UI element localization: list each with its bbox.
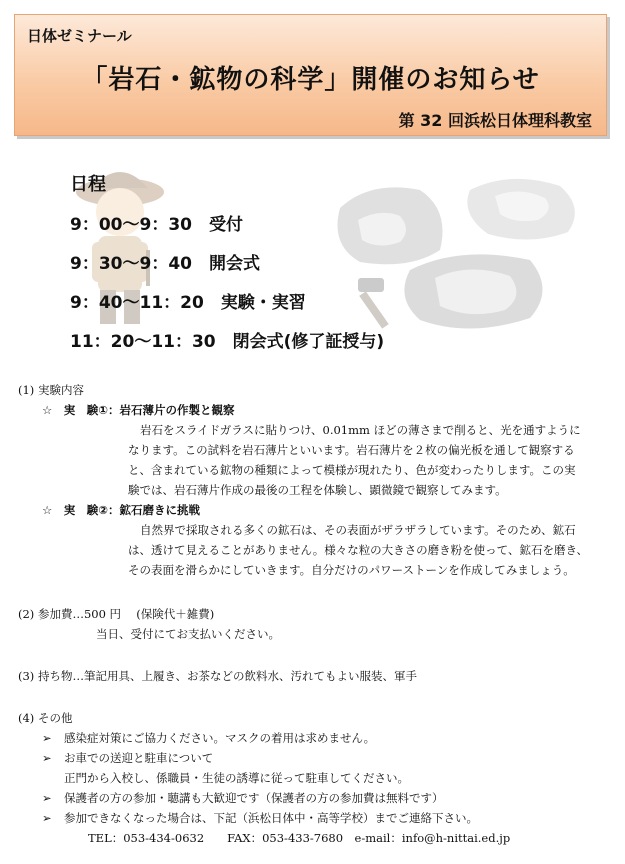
section-belongings	[18, 666, 417, 686]
experiment-1-label: ☆ 実 験①：岩石薄片の作製と観察	[42, 403, 235, 417]
list-item-text: 保護者の方の参加・聴講も大歓迎です（保護者の方の参加費は無料です）	[64, 791, 444, 805]
series-name: 日体ゼミナール	[27, 27, 132, 45]
experiment-1-heading	[18, 400, 625, 420]
list-item-text: お車での送迎と駐車について	[64, 751, 214, 765]
list-item-text: 参加できなくなった場合は、下記（浜松日体中・高等学校）までご連絡下さい。	[64, 811, 478, 825]
text-line: と、含まれている鉱物の種類によって模様が現れたり、色が変わったりします。この実	[128, 463, 576, 477]
list-item	[18, 788, 510, 808]
text-line: 験では、岩石薄片作成の最後の工程を体験し、顕微鏡で観察してみます。	[128, 483, 507, 497]
list-item	[18, 748, 510, 768]
organizer-name: 第 32 回浜松日体理科教室	[398, 111, 592, 130]
text-line: は、透けて見えることがありません。様々な粒の大きさの磨き粉を使って、鉱石を磨き、	[128, 543, 588, 557]
experiment-2-label: ☆ 実 験②：鉱石磨きに挑戦	[42, 503, 201, 517]
arrow-bullet-icon: ➢	[42, 731, 52, 745]
parking-note: 正門から入校し、係職員・生徒の誘導に従って駐車してください。	[64, 771, 409, 785]
experiment-2-heading	[18, 500, 625, 520]
schedule-block	[70, 170, 384, 362]
other-heading: (4) その他	[18, 711, 73, 725]
list-item	[18, 728, 510, 748]
contact-info: TEL：053-434-0632 FAX：053-433-7680 e-mail：info@h-nittai.ed.jp	[88, 831, 511, 845]
schedule-row: 9：00～9：30 受付	[70, 215, 243, 235]
experiment-1-description	[18, 420, 625, 500]
experiment-2-description	[18, 520, 625, 580]
list-item-text: 感染症対策にご協力ください。マスクの着用は求めません。	[64, 731, 376, 745]
text-line: その表面を滑らかにしていきます。自分だけのパワーストーンを作成してみましょう。	[128, 563, 575, 577]
arrow-bullet-icon: ➢	[42, 791, 52, 805]
text-line: 岩石をスライドガラスに貼りつけ、0.01mm ほどの薄さまで削ると、光を通すように	[140, 423, 581, 437]
schedule-row: 9：40～11：20 実験・実習	[70, 293, 306, 313]
schedule-title: 日程	[70, 174, 106, 195]
belongings-heading: (3) 持ち物…筆記用具、上履き、お茶などの飲料水、汚れてもよい服装、軍手	[18, 669, 417, 683]
section-fee	[18, 604, 280, 644]
schedule-row: 9：30～9：40 開会式	[70, 254, 260, 274]
text-line: なります。この試料を岩石薄片といいます。岩石薄片を２枚の偏光板を通して観察する	[128, 443, 575, 457]
header-banner	[14, 14, 607, 136]
text-line: 自然界で採取される多くの鉱石は、その表面がザラザラしています。そのため、鉱石	[140, 523, 576, 537]
section-heading: (1) 実験内容	[18, 383, 84, 397]
fee-note: 当日、受付にてお支払いください。	[96, 627, 280, 641]
page-title: 「岩石・鉱物の科学」開催のお知らせ	[81, 65, 540, 95]
section-other	[18, 708, 510, 848]
section-experiments	[18, 380, 625, 580]
arrow-bullet-icon: ➢	[42, 811, 52, 825]
list-item	[18, 808, 510, 828]
fee-heading: (2) 参加費…500 円 (保険代＋雑費)	[18, 607, 215, 621]
schedule-row: 11：20～11：30 閉会式(修了証授与)	[70, 332, 385, 352]
arrow-bullet-icon: ➢	[42, 751, 52, 765]
